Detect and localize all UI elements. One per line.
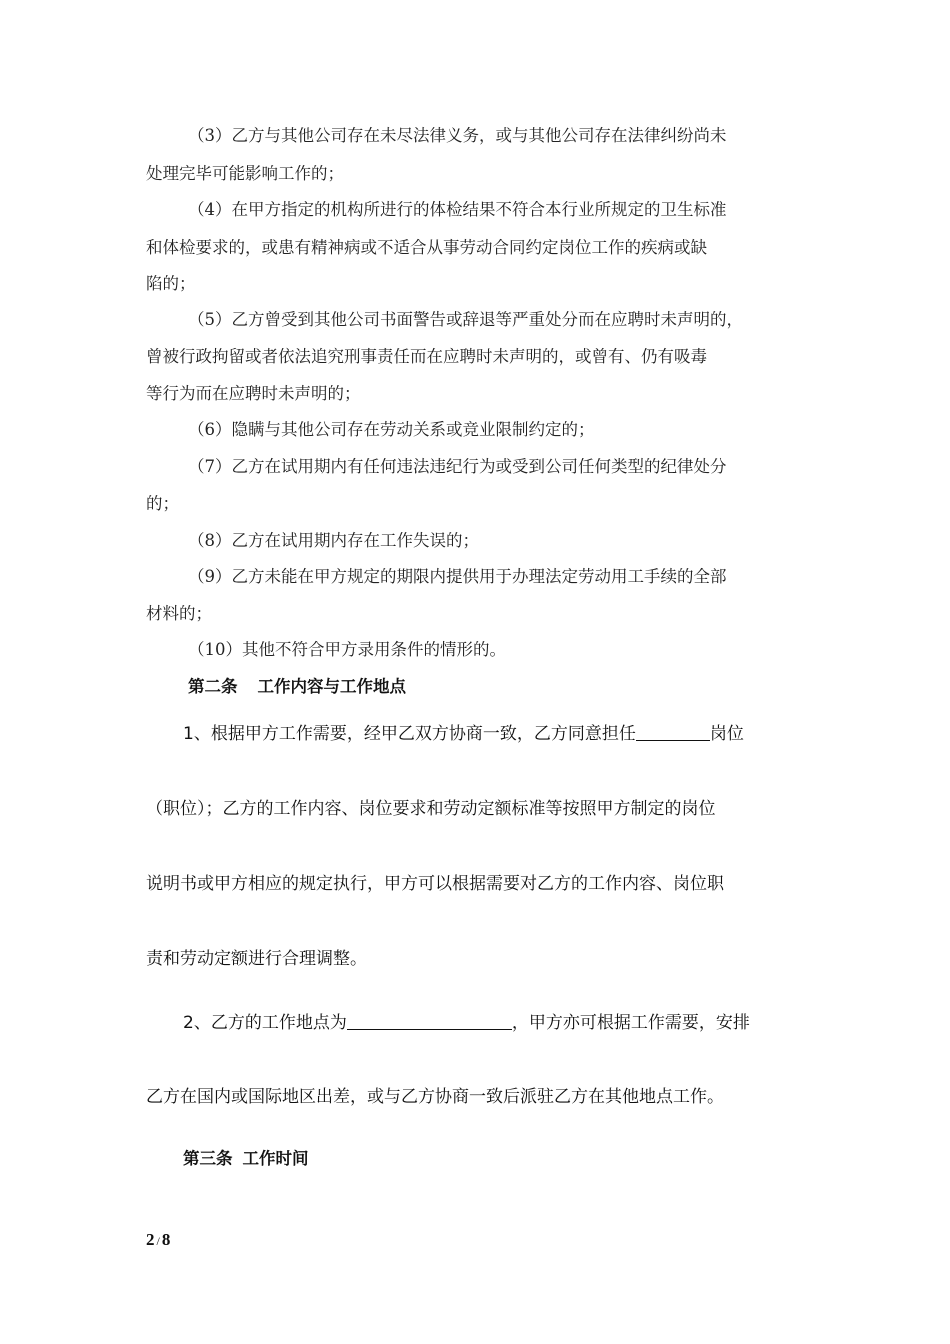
- article-2-para-1-line-2: （职位）；乙方的工作内容、岗位要求和劳动定额标准等按照甲方制定的岗位: [146, 799, 716, 819]
- article-2-para-1-line-1: [183, 724, 744, 744]
- article-2-para-1-line-4: 责和劳动定额进行合理调整。: [146, 949, 367, 969]
- article-3-number: 第三条: [183, 1149, 233, 1168]
- item-4-line-2: 和体检要求的，或患有精神病或不适合从事劳动合同约定岗位工作的疾病或缺: [146, 238, 707, 257]
- article-3-heading: [183, 1149, 309, 1169]
- work-location-lead-text: 2、乙方的工作地点为: [183, 1013, 347, 1033]
- job-title-lead-text: 1、根据甲方工作需要，经甲乙双方协商一致，乙方同意担任: [183, 724, 636, 744]
- item-9-line-2: 材料的；: [146, 604, 212, 623]
- page-separator: /: [156, 1234, 160, 1248]
- work-location-blank-field[interactable]: [347, 1013, 512, 1030]
- item-8-line-1: （8）乙方在试用期内存在工作失误的；: [188, 531, 479, 550]
- item-9-line-1: （9）乙方未能在甲方规定的期限内提供用于办理法定劳动用工手续的全部: [188, 567, 727, 586]
- article-2-para-2-line-2: 乙方在国内或国际地区出差，或与乙方协商一致后派驻乙方在其他地点工作。: [146, 1087, 724, 1107]
- item-5-line-1: （5）乙方曾受到其他公司书面警告或辞退等严重处分而在应聘时未声明的，: [188, 310, 743, 329]
- item-3-line-2: 处理完毕可能影响工作的；: [146, 164, 344, 183]
- article-2-heading: [188, 677, 406, 697]
- item-10-line-1: （10）其他不符合甲方录用条件的情形的。: [188, 640, 506, 659]
- work-location-trailing-text: ，甲方亦可根据工作需要，安排: [511, 1013, 750, 1033]
- item-7-line-1: （7）乙方在试用期内有任何违法违纪行为或受到公司任何类型的纪律处分: [188, 457, 727, 476]
- page-current: 2: [146, 1230, 155, 1249]
- article-2-title: 工作内容与工作地点: [257, 677, 406, 696]
- page-number: [146, 1230, 170, 1250]
- article-3-title: 工作时间: [242, 1149, 309, 1168]
- item-5-line-3: 等行为而在应聘时未声明的；: [146, 384, 361, 403]
- article-2-para-1-line-3: 说明书或甲方相应的规定执行，甲方可以根据需要对乙方的工作内容、岗位职: [146, 874, 724, 894]
- item-7-line-2: 的；: [146, 494, 179, 513]
- item-4-line-1: （4）在甲方指定的机构所进行的体检结果不符合本行业所规定的卫生标准: [188, 200, 727, 219]
- item-4-line-3: 陷的；: [146, 274, 196, 293]
- article-2-number: 第二条: [188, 677, 238, 696]
- page-total: 8: [161, 1230, 171, 1249]
- job-title-trailing-text: 岗位: [709, 724, 744, 744]
- item-5-line-2: 曾被行政拘留或者依法追究刑事责任而在应聘时未声明的，或曾有、仍有吸毒: [146, 347, 707, 366]
- article-2-para-2-line-1: [183, 1013, 750, 1033]
- job-title-blank-field[interactable]: [636, 724, 710, 741]
- item-3-line-1: （3）乙方与其他公司存在未尽法律义务，或与其他公司存在法律纠纷尚未: [188, 126, 727, 145]
- item-6-line-1: （6）隐瞒与其他公司存在劳动关系或竞业限制约定的；: [188, 420, 595, 439]
